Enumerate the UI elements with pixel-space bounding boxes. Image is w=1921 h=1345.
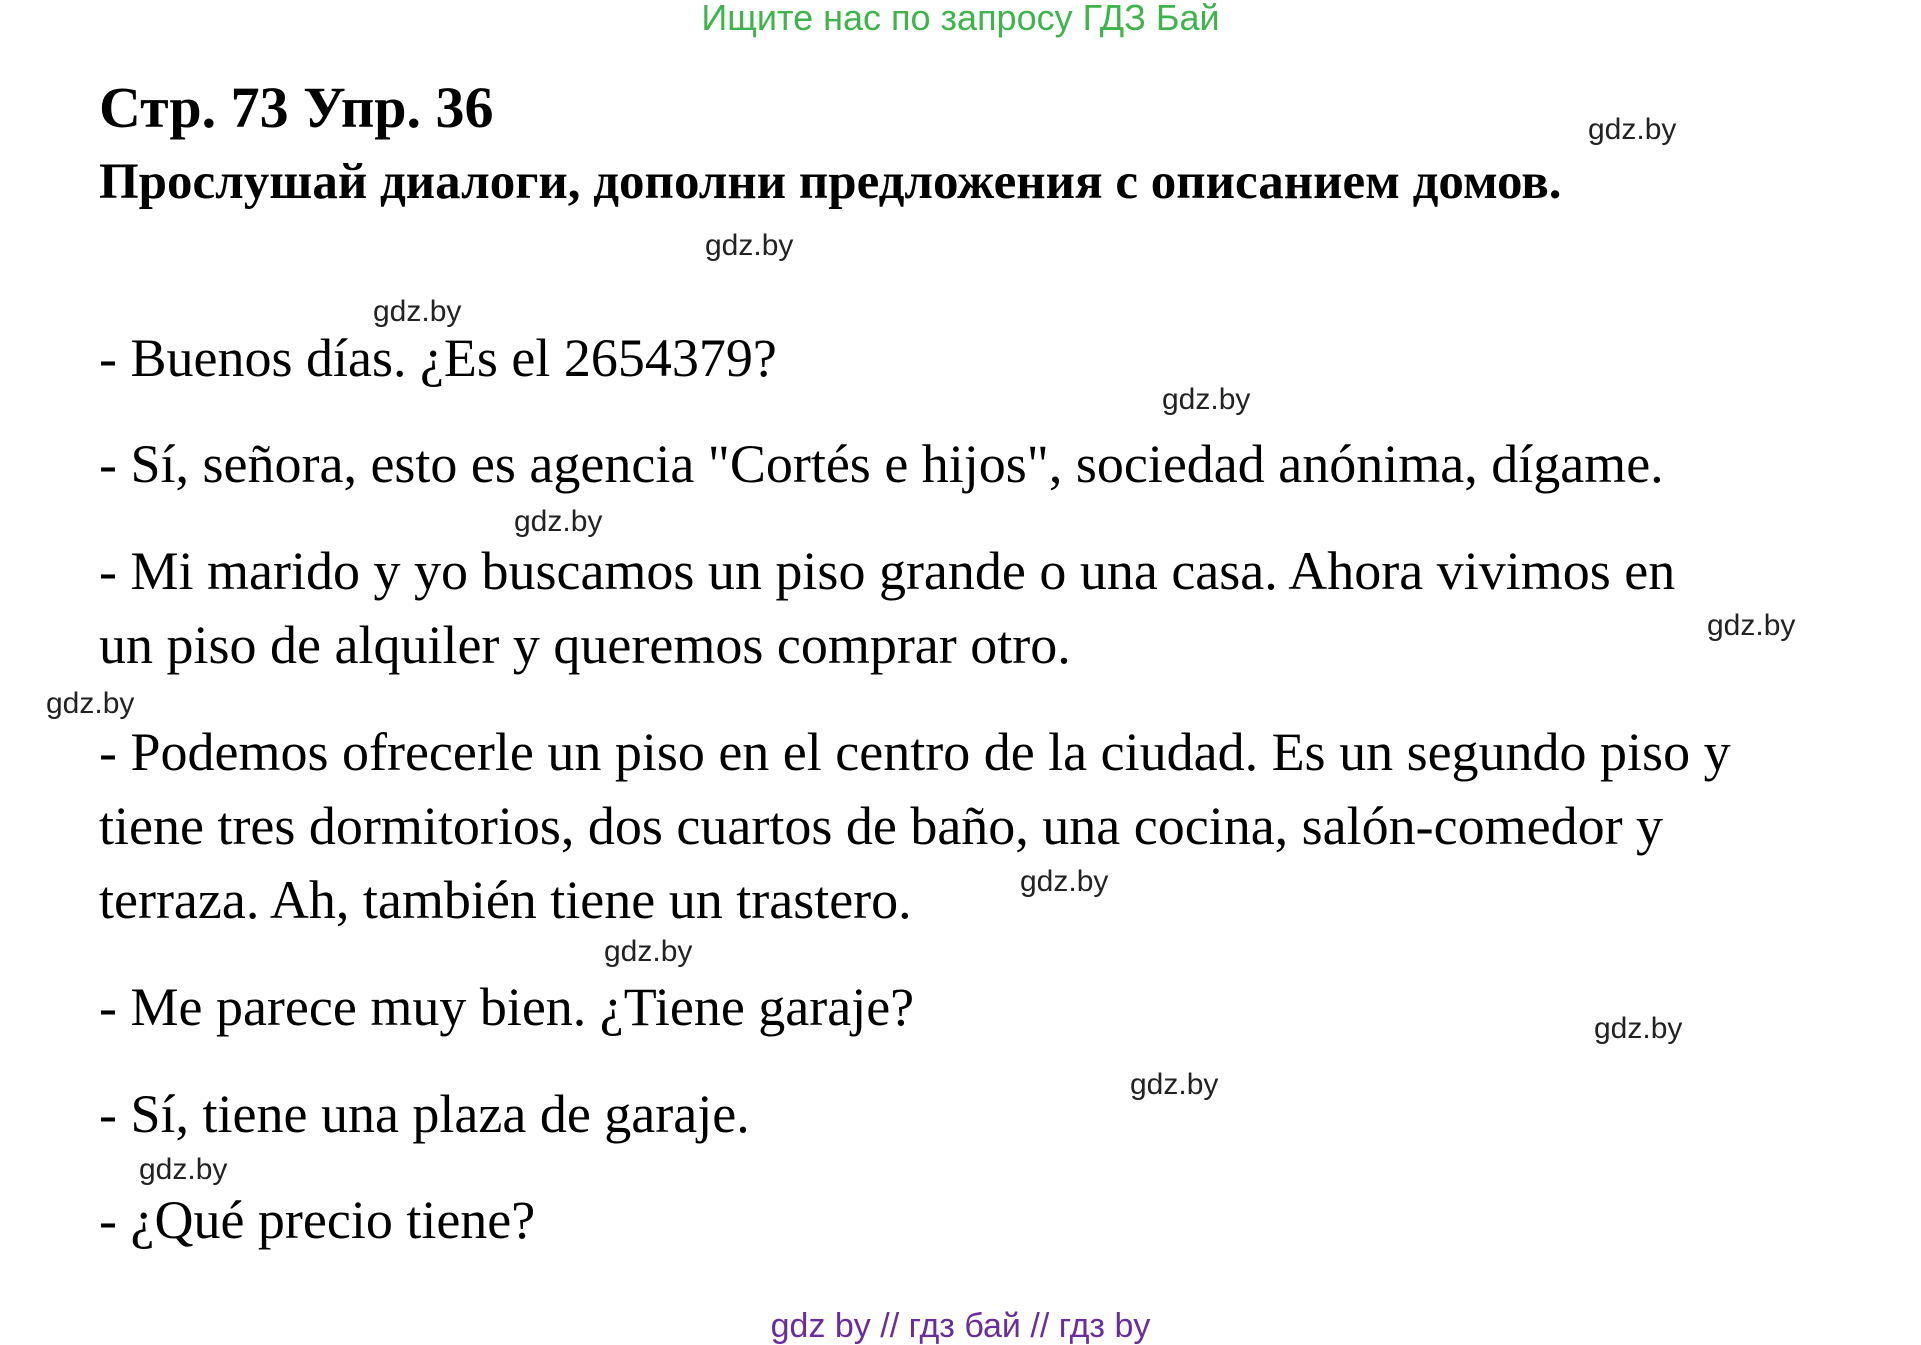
page-title: Стр. 73 Упр. 36 xyxy=(99,75,494,140)
dialogue-line: un piso de alquiler y queremos comprar otro. xyxy=(99,615,1071,675)
dialogue-line: - Buenos días. ¿Es el 2654379? xyxy=(99,328,777,388)
watermark: gdz.by xyxy=(46,687,135,720)
watermark: gdz.by xyxy=(604,935,693,968)
watermark: gdz.by xyxy=(1130,1068,1219,1101)
dialogue-line: terraza. Ah, también tiene un trastero. xyxy=(99,870,912,930)
dialogue-line: tiene tres dormitorios, dos cuartos de baño, una cocina, salón-comedor y xyxy=(99,796,1664,856)
footer-links: gdz by // гдз бай // гдз by xyxy=(770,1307,1151,1345)
dialogue-line: - ¿Qué precio tiene? xyxy=(99,1190,536,1250)
watermark: gdz.by xyxy=(1020,865,1109,898)
watermark: gdz.by xyxy=(1707,609,1796,642)
watermark: gdz.by xyxy=(705,229,794,262)
watermark: gdz.by xyxy=(1594,1012,1683,1045)
task-instruction: Прослушай диалоги, дополни предложения с описанием домов. xyxy=(99,154,1562,210)
dialogue-line: - Mi marido y yo buscamos un piso grande o una casa. Ahora vivimos en xyxy=(99,541,1676,601)
dialogue-line: - Podemos ofrecerle un piso en el centro de la ciudad. Es un segundo piso y xyxy=(99,722,1731,782)
watermark: gdz.by xyxy=(373,295,462,328)
dialogue-line: - Sí, señora, esto es agencia "Cortés e hijos", sociedad anónima, dígame. xyxy=(99,434,1664,494)
dialogue-line: - Sí, tiene una plaza de garaje. xyxy=(99,1084,750,1144)
dialogue-line: - Me parece muy bien. ¿Tiene garaje? xyxy=(99,977,915,1037)
watermark: gdz.by xyxy=(139,1153,228,1186)
watermark: gdz.by xyxy=(514,505,603,538)
watermark: gdz.by xyxy=(1162,383,1251,416)
watermark: gdz.by xyxy=(1588,113,1677,146)
top-banner: Ищите нас по запросу ГДЗ Бай xyxy=(701,0,1220,38)
